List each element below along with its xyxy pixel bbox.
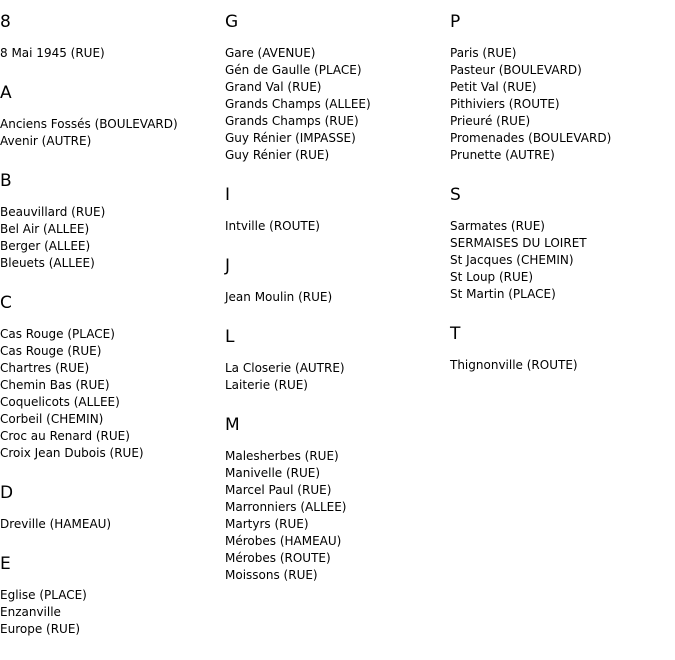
index-column-1 [0,13,225,660]
street-list [225,218,450,235]
street-list [0,326,225,462]
letter-group [0,172,225,272]
street-list [225,448,450,584]
letter-group [225,416,450,584]
street-link[interactable]: Eglise (PLACE) [0,588,87,602]
street-link[interactable]: Laiterie (RUE) [225,378,308,392]
street-link[interactable]: Corbeil (CHEMIN) [0,412,104,426]
letter-heading: I [225,185,231,205]
letter-heading: G [225,12,239,32]
street-list [450,218,675,303]
letter-group [0,84,225,150]
index-column-2 [225,13,450,606]
street-link[interactable]: Coquelicots (ALLEE) [0,395,120,409]
letter-heading: M [225,415,240,435]
letter-group [0,484,225,533]
letter-group [225,13,450,164]
letter-heading: A [0,83,12,103]
street-list [0,204,225,272]
street-link[interactable]: La Closerie (AUTRE) [225,361,345,375]
street-link[interactable]: Cas Rouge (PLACE) [0,327,115,341]
street-link[interactable]: Petit Val (RUE) [450,80,537,94]
letter-group [225,328,450,394]
street-link[interactable]: Pithiviers (ROUTE) [450,97,560,111]
street-list [0,587,225,638]
street-link[interactable]: Intville (ROUTE) [225,219,320,233]
letter-heading: E [0,554,11,574]
letter-group [0,555,225,638]
street-link[interactable]: St Martin (PLACE) [450,287,556,301]
letter-heading: 8 [0,12,11,32]
letter-heading: D [0,483,14,503]
street-link[interactable]: Grands Champs (ALLEE) [225,97,371,111]
street-link[interactable]: Promenades (BOULEVARD) [450,131,612,145]
street-link[interactable]: Berger (ALLEE) [0,239,91,253]
street-link[interactable]: Mérobes (HAMEAU) [225,534,342,548]
street-link[interactable]: Grand Val (RUE) [225,80,322,94]
street-link[interactable]: Guy Rénier (RUE) [225,148,330,162]
letter-heading: T [450,324,461,344]
street-link[interactable]: Chemin Bas (RUE) [0,378,110,392]
letter-heading: C [0,293,12,313]
street-list [450,45,675,164]
street-link[interactable]: Cas Rouge (RUE) [0,344,102,358]
letter-group [0,294,225,462]
street-list [225,45,450,164]
street-list [225,289,450,306]
index-column-3 [450,13,675,396]
street-link[interactable]: Thignonville (ROUTE) [450,358,578,372]
street-link[interactable]: St Jacques (CHEMIN) [450,253,574,267]
street-link[interactable]: 8 Mai 1945 (RUE) [0,46,105,60]
street-link[interactable]: Prieuré (RUE) [450,114,531,128]
street-link[interactable]: Manivelle (RUE) [225,466,321,480]
street-link[interactable]: Enzanville [0,605,61,619]
street-link[interactable]: Prunette (AUTRE) [450,148,555,162]
street-list [0,516,225,533]
street-link[interactable]: Croix Jean Dubois (RUE) [0,446,144,460]
street-list [0,116,225,150]
street-link[interactable]: Grands Champs (RUE) [225,114,359,128]
street-link[interactable]: Martyrs (RUE) [225,517,309,531]
street-link[interactable]: Anciens Fossés (BOULEVARD) [0,117,178,131]
street-link[interactable]: Bleuets (ALLEE) [0,256,95,270]
street-link[interactable]: Gén de Gaulle (PLACE) [225,63,362,77]
letter-heading: L [225,327,235,347]
street-link[interactable]: Pasteur (BOULEVARD) [450,63,582,77]
letter-group [0,13,225,62]
street-link[interactable]: Chartres (RUE) [0,361,90,375]
letter-group [225,186,450,235]
letter-group [450,186,675,303]
street-list [0,45,225,62]
street-link[interactable]: Malesherbes (RUE) [225,449,339,463]
letter-heading: S [450,185,461,205]
street-link[interactable]: Croc au Renard (RUE) [0,429,130,443]
letter-group [450,325,675,374]
street-list [225,360,450,394]
street-link[interactable]: Gare (AVENUE) [225,46,316,60]
street-link[interactable]: Beauvillard (RUE) [0,205,106,219]
street-link[interactable]: St Loup (RUE) [450,270,534,284]
street-link[interactable]: Marronniers (ALLEE) [225,500,347,514]
street-link[interactable]: Mérobes (ROUTE) [225,551,331,565]
street-link[interactable]: Guy Rénier (IMPASSE) [225,131,356,145]
letter-group [450,13,675,164]
letter-heading: B [0,171,12,191]
letter-heading: J [225,256,231,276]
street-link[interactable]: Europe (RUE) [0,622,81,636]
street-link[interactable]: Dreville (HAMEAU) [0,517,112,531]
letter-heading: P [450,12,461,32]
letter-group [225,257,450,306]
street-link[interactable]: Moissons (RUE) [225,568,318,582]
street-link[interactable]: Avenir (AUTRE) [0,134,92,148]
street-link[interactable]: Bel Air (ALLEE) [0,222,90,236]
street-link[interactable]: Jean Moulin (RUE) [225,290,333,304]
street-link[interactable]: SERMAISES DU LOIRET [450,236,587,250]
street-link[interactable]: Paris (RUE) [450,46,517,60]
street-link[interactable]: Marcel Paul (RUE) [225,483,332,497]
street-list [450,357,675,374]
street-link[interactable]: Sarmates (RUE) [450,219,545,233]
